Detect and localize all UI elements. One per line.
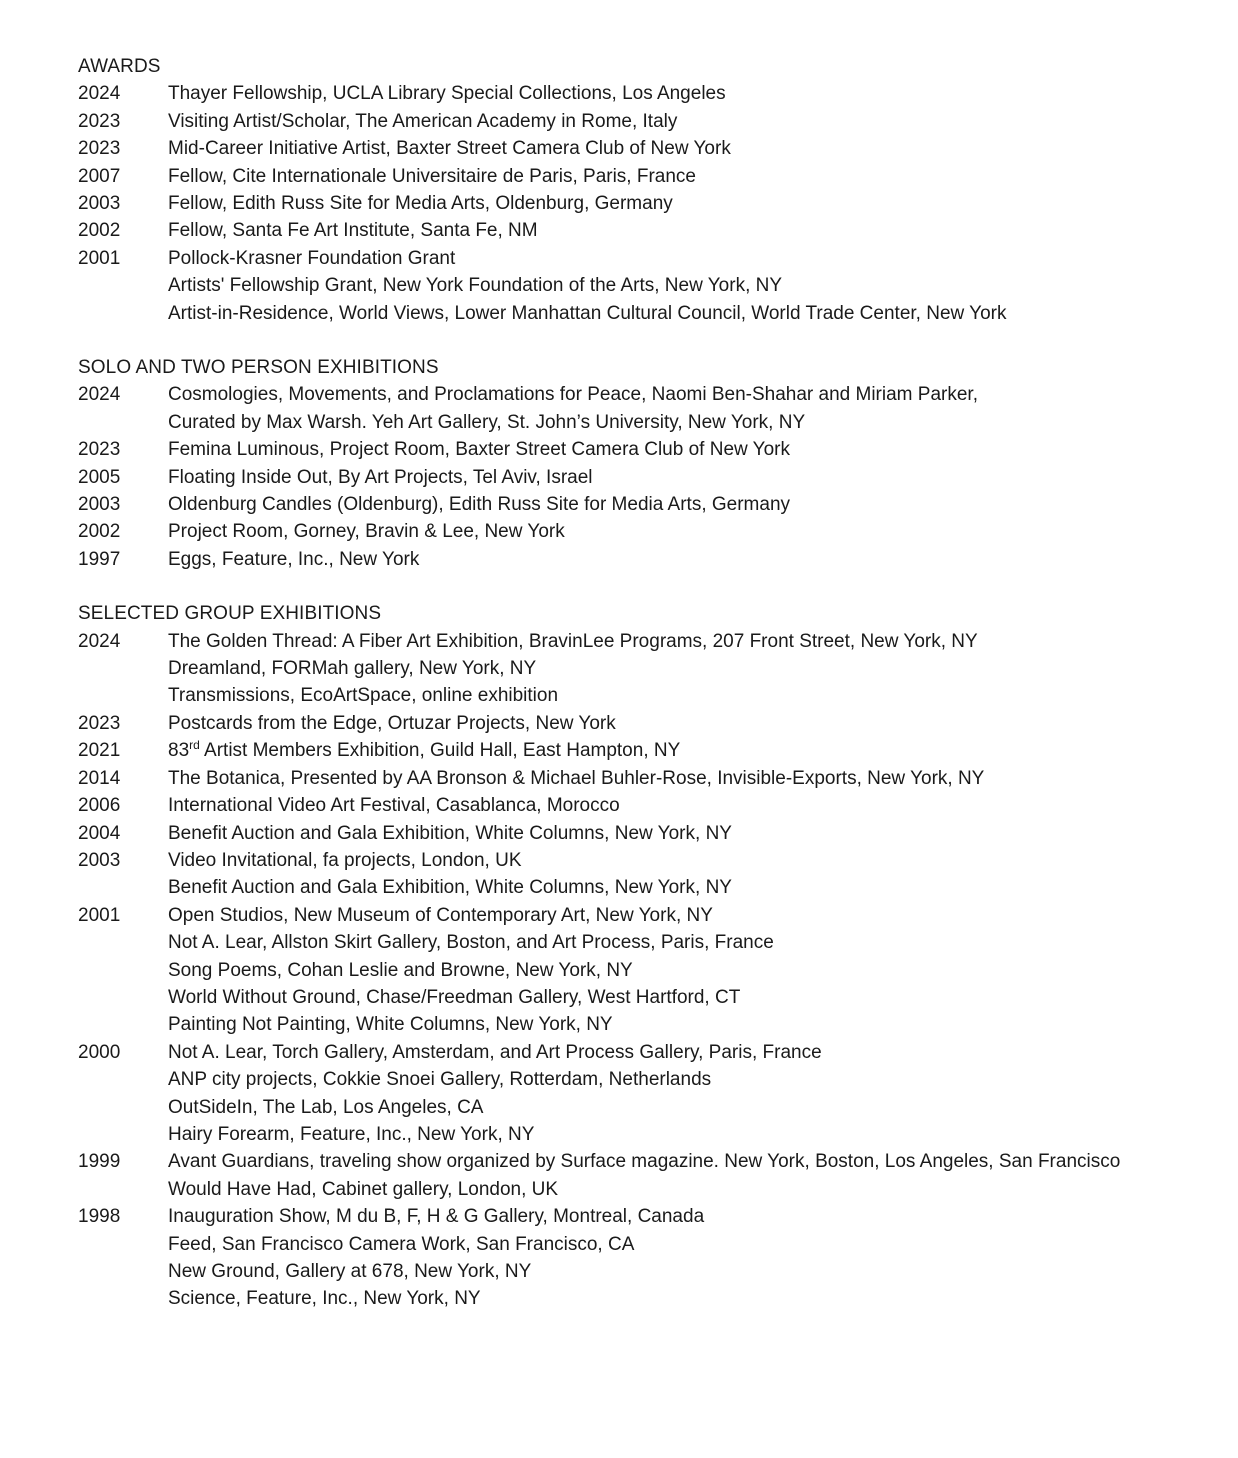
entry-text [168,108,1198,135]
section-title: SOLO AND TWO PERSON EXHIBITIONS [78,357,439,379]
entry-text-main: Cosmologies, Movements, and Proclamations for Peace, Naomi Ben-Shahar and Miriam Parker, [168,384,978,406]
entry-year [78,409,168,436]
entry-year [78,1011,168,1038]
entry-year [78,957,168,984]
section-title: SELECTED GROUP EXHIBITIONS [78,603,382,625]
entry-row [78,80,1198,107]
entry-row [78,217,1198,244]
entry-row [78,957,1198,984]
entry-text-main: Femina Luminous, Project Room, Baxter Street Camera Club of New York [168,439,790,461]
entry-text [168,847,1198,874]
entry-text-main: Fellow, Santa Fe Art Institute, Santa Fe, NM [168,220,538,242]
entry-text-main: Avant Guardians, traveling show organized by Surface magazine. New York, Boston, Los Angeles, San Francisco [168,1151,1121,1173]
entry-text-main: Open Studios, New Museum of Contemporary Art, New York, NY [168,904,713,926]
entry-year [78,929,168,956]
entry-row [78,1258,1198,1285]
entry-year [78,984,168,1011]
entry-text [168,163,1198,190]
entry-row [78,1148,1198,1175]
entry-row [78,1203,1198,1230]
entry-text-main: Mid-Career Initiative Artist, Baxter Street Camera Club of New York [168,138,731,160]
entry-text-main: Eggs, Feature, Inc., New York [168,548,420,570]
entry-text-main: Would Have Had, Cabinet gallery, London, UK [168,1178,559,1200]
entry-text [168,190,1198,217]
entry-text-main: ANP city projects, Cokkie Snoei Gallery, Rotterdam, Netherlands [168,1069,712,1091]
entry-year: 1999 [78,1151,121,1173]
entry-text-main: Fellow, Edith Russ Site for Media Arts, Oldenburg, Germany [168,193,673,215]
entry-text-main: Artists' Fellowship Grant, New York Foundation of the Arts, New York, NY [168,275,783,297]
entry-text [168,1285,1198,1312]
entry-text-main: Not A. Lear, Allston Skirt Gallery, Boston, and Art Process, Paris, France [168,932,774,954]
entry-row [78,820,1198,847]
entry-text [168,518,1198,545]
entry-text-main: Science, Feature, Inc., New York, NY [168,1288,481,1310]
entry-text-main: Curated by Max Warsh. Yeh Art Gallery, St. John’s University, New York, NY [168,411,806,433]
entry-row [78,381,1198,408]
entry-text [168,792,1198,819]
entry-text-main: Fellow, Cite Internationale Universitaire de Paris, Paris, France [168,165,697,187]
entry-text-main: Painting Not Painting, White Columns, New York, NY [168,1014,613,1036]
entry-year: 2003 [78,849,121,871]
entry-text [168,628,1198,655]
entry-row [78,655,1198,682]
entry-year [78,874,168,901]
entry-text [168,957,1198,984]
entry-text [168,1039,1198,1066]
entry-year: 2023 [78,138,121,160]
entry-text [168,409,1198,436]
entry-row [78,1231,1198,1258]
entry-year: 2001 [78,247,121,269]
entry-row [78,984,1198,1011]
entry-row [78,682,1198,709]
entry-text [168,1094,1198,1121]
entry-year [78,1231,168,1258]
entry-year: 2023 [78,439,121,461]
entry-text-main: The Golden Thread: A Fiber Art Exhibition, BravinLee Programs, 207 Front Street, New York, NY [168,630,978,652]
entry-text [168,1121,1198,1148]
entry-year: 2024 [78,630,121,652]
entry-row [78,272,1198,299]
entry-year: 2002 [78,220,121,242]
entry-text [168,300,1198,327]
entry-text-main: Floating Inside Out, By Art Projects, Tel Aviv, Israel [168,466,593,488]
entry-row [78,1039,1198,1066]
entry-year: 2005 [78,466,121,488]
entry-row [78,765,1198,792]
entry-year: 2023 [78,110,121,132]
entry-text [168,1258,1198,1285]
entry-row [78,518,1198,545]
cv-page [78,53,1198,1313]
entry-row [78,464,1198,491]
entry-year: 2024 [78,83,121,105]
section-awards [78,53,1198,327]
entry-year: 2023 [78,712,121,734]
entry-text [168,546,1198,573]
entry-text [168,1011,1198,1038]
entry-text [168,984,1198,1011]
entry-text [168,682,1198,709]
entry-text-main: Feed, San Francisco Camera Work, San Francisco, CA [168,1233,635,1255]
entry-row [78,1066,1198,1093]
entry-year [78,1258,168,1285]
entry-text-main: Not A. Lear, Torch Gallery, Amsterdam, and Art Process Gallery, Paris, France [168,1041,822,1063]
entry-year: 2014 [78,767,121,789]
entry-text [168,464,1198,491]
entry-year: 2000 [78,1041,121,1063]
entry-text [168,1176,1198,1203]
entry-year [78,1066,168,1093]
entry-text-main: Inauguration Show, M du B, F, H & G Gallery, Montreal, Canada [168,1206,705,1228]
entry-text-main: Dreamland, FORMah gallery, New York, NY [168,658,537,680]
entry-text [168,765,1198,792]
entry-row [78,874,1198,901]
entry-year [78,1285,168,1312]
entry-row [78,300,1198,327]
entry-row [78,1176,1198,1203]
entry-row [78,436,1198,463]
entry-text [168,874,1198,901]
entry-row [78,1121,1198,1148]
entry-text-main: Project Room, Gorney, Bravin & Lee, New York [168,521,565,543]
entry-row [78,190,1198,217]
entry-text [168,245,1198,272]
entry-text-main: Benefit Auction and Gala Exhibition, White Columns, New York, NY [168,877,732,899]
entry-year: 2004 [78,822,121,844]
entry-year: 1997 [78,548,121,570]
entry-year: 2007 [78,165,121,187]
entry-row [78,245,1198,272]
entry-row [78,108,1198,135]
entry-row [78,902,1198,929]
entry-text-main: The Botanica, Presented by AA Bronson & Michael Buhler-Rose, Invisible-Exports, New York, NY [168,767,985,789]
entry-text-main: Thayer Fellowship, UCLA Library Special Collections, Los Angeles [168,83,726,105]
entry-year [78,1094,168,1121]
entry-text-main: Oldenburg Candles (Oldenburg), Edith Russ Site for Media Arts, Germany [168,494,791,516]
entry-text [168,1066,1198,1093]
entry-row [78,710,1198,737]
entry-text-main: 83 [168,740,190,762]
entry-text [168,655,1198,682]
entry-year: 2001 [78,904,121,926]
entry-row [78,135,1198,162]
entry-year: 2021 [78,740,121,762]
entry-year: 2003 [78,494,121,516]
entry-text [168,436,1198,463]
entry-text [168,737,1198,764]
entry-text [168,929,1198,956]
entry-row [78,546,1198,573]
entry-text-main: Postcards from the Edge, Ortuzar Projects, New York [168,712,616,734]
entry-text-main: Benefit Auction and Gala Exhibition, White Columns, New York, NY [168,822,732,844]
entry-text-main: Hairy Forearm, Feature, Inc., New York, NY [168,1123,535,1145]
entry-row [78,409,1198,436]
entry-row [78,1285,1198,1312]
entry-text [168,820,1198,847]
entry-text-main: International Video Art Festival, Casablanca, Morocco [168,795,620,817]
entry-row [78,1011,1198,1038]
entry-text [168,710,1198,737]
entry-row [78,1094,1198,1121]
entry-year [78,655,168,682]
entry-text-main: Visiting Artist/Scholar, The American Academy in Rome, Italy [168,110,678,132]
section-title: AWARDS [78,56,161,77]
entry-text [168,902,1198,929]
entry-text-main: Pollock-Krasner Foundation Grant [168,247,456,269]
entry-year [78,300,168,327]
entry-row [78,792,1198,819]
entry-row [78,163,1198,190]
entry-text-main: Artist-in-Residence, World Views, Lower Manhattan Cultural Council, World Trade Center, New York [168,302,1007,324]
entry-year [78,1176,168,1203]
entry-text [168,217,1198,244]
entry-row [78,628,1198,655]
entry-row [78,929,1198,956]
entry-text [168,80,1198,107]
entry-year [78,682,168,709]
ordinal-suffix: rd [189,738,200,753]
entry-text [168,1148,1198,1175]
entry-text-main: New Ground, Gallery at 678, New York, NY [168,1261,532,1283]
section-solo [78,354,1198,573]
entry-text [168,1203,1198,1230]
entry-year [78,272,168,299]
entry-text-main: OutSideIn, The Lab, Los Angeles, CA [168,1096,484,1118]
entry-text [168,381,1198,408]
entry-row [78,847,1198,874]
entry-text [168,135,1198,162]
entry-text-main: Song Poems, Cohan Leslie and Browne, New York, NY [168,959,633,981]
entry-text-main: World Without Ground, Chase/Freedman Gallery, West Hartford, CT [168,986,741,1008]
entry-text [168,1231,1198,1258]
entry-year: 1998 [78,1206,121,1228]
entry-text [168,491,1198,518]
entry-year [78,1121,168,1148]
entry-text [168,272,1198,299]
entry-year: 2024 [78,384,121,406]
entry-row [78,737,1198,764]
entry-text-main: Transmissions, EcoArtSpace, online exhibition [168,685,559,707]
entry-row [78,491,1198,518]
section-group [78,600,1198,1313]
entry-year: 2003 [78,193,121,215]
entry-text-main: Video Invitational, fa projects, London, UK [168,849,522,871]
entry-text-rest: Artist Members Exhibition, Guild Hall, East Hampton, NY [199,740,681,762]
entry-year: 2006 [78,795,121,817]
entry-year: 2002 [78,521,121,543]
